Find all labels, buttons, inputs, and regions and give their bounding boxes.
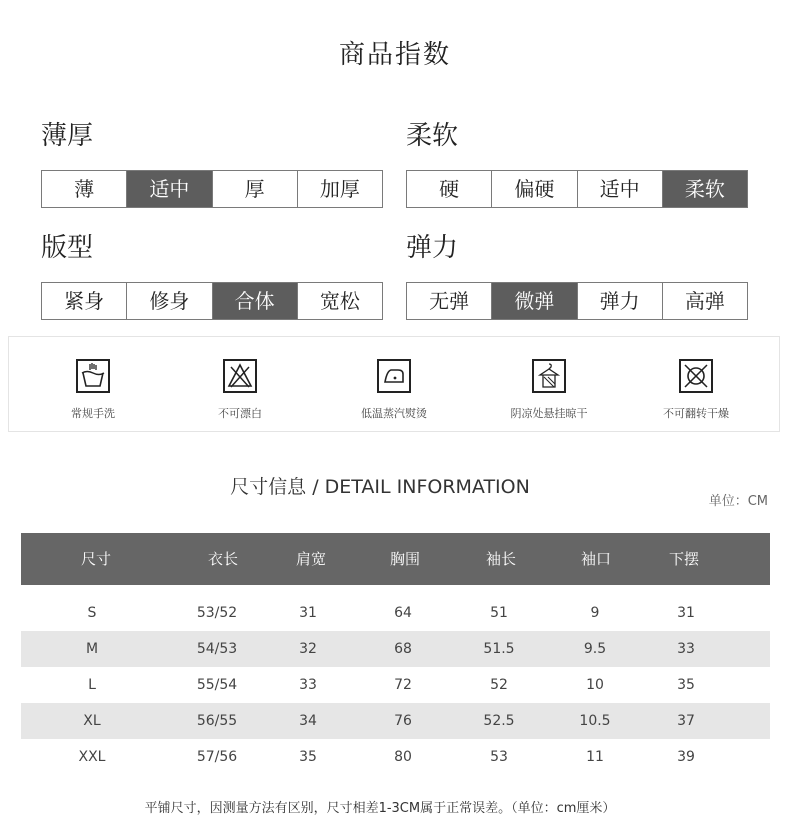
table-row bbox=[21, 667, 770, 703]
option: 无弹 bbox=[407, 283, 492, 319]
table-cell: 10 bbox=[586, 677, 604, 693]
option: 合体 bbox=[213, 283, 298, 319]
care-label: 常规手洗 bbox=[71, 407, 115, 420]
care-label: 不可翻转干燥 bbox=[663, 407, 729, 420]
index-group-name: 版型 bbox=[41, 233, 94, 263]
index-group-name: 弹力 bbox=[406, 233, 459, 263]
table-row bbox=[21, 703, 770, 739]
table-header bbox=[21, 533, 770, 585]
table-cell: 37 bbox=[677, 713, 695, 729]
table-cell: 35 bbox=[299, 749, 317, 765]
hang-dry-shade-icon bbox=[532, 359, 566, 393]
index-group-elasticity bbox=[406, 228, 748, 313]
column-header: 下摆 bbox=[668, 550, 699, 568]
table-cell: 9.5 bbox=[583, 641, 607, 657]
table-cell: 31 bbox=[299, 605, 317, 621]
table-cell: 64 bbox=[394, 605, 412, 621]
table-cell: 34 bbox=[299, 713, 317, 729]
table-cell: 10.5 bbox=[579, 713, 611, 729]
footnote: 平铺尺寸，因测量方法有区别，尺寸相差1-3CM属于正常误差。（单位：cm厘米） bbox=[144, 801, 616, 816]
table-cell: 53/52 bbox=[196, 605, 238, 621]
option: 微弹 bbox=[492, 283, 577, 319]
option: 厚 bbox=[213, 171, 298, 207]
low-iron-icon bbox=[377, 359, 411, 393]
table-cell: 55/54 bbox=[196, 677, 238, 693]
table-cell: XL bbox=[83, 713, 101, 729]
option: 适中 bbox=[127, 171, 212, 207]
unit-label: 单位：CM bbox=[708, 494, 768, 509]
option: 硬 bbox=[407, 171, 492, 207]
index-group-name: 柔软 bbox=[406, 121, 459, 151]
table-cell: M bbox=[85, 641, 99, 657]
table-cell: S bbox=[87, 605, 97, 621]
column-header: 尺寸 bbox=[80, 550, 111, 568]
table-cell: 32 bbox=[299, 641, 317, 657]
column-header: 肩宽 bbox=[295, 550, 326, 568]
option: 偏硬 bbox=[492, 171, 577, 207]
option-scale bbox=[406, 170, 748, 208]
no-bleach-icon bbox=[223, 359, 257, 393]
table-row bbox=[21, 595, 770, 631]
table-cell: 39 bbox=[677, 749, 695, 765]
option: 宽松 bbox=[319, 289, 360, 313]
table-cell: 72 bbox=[394, 677, 412, 693]
option: 高弹 bbox=[684, 289, 725, 313]
table-cell: 51.5 bbox=[483, 641, 515, 657]
table-cell: 80 bbox=[394, 749, 412, 765]
table-cell: 56/55 bbox=[196, 713, 238, 729]
table-cell: 35 bbox=[677, 677, 695, 693]
size-table bbox=[21, 533, 770, 775]
option: 薄 bbox=[42, 171, 127, 207]
table-cell: 53 bbox=[490, 749, 508, 765]
column-header: 衣长 bbox=[207, 550, 238, 568]
column-header: 袖长 bbox=[485, 550, 516, 568]
table-cell: 51 bbox=[490, 605, 508, 621]
table-cell: 11 bbox=[586, 749, 604, 765]
no-tumble-dry-icon bbox=[679, 359, 713, 393]
option-scale bbox=[41, 170, 383, 208]
table-body bbox=[21, 595, 770, 775]
index-group-softness bbox=[406, 116, 748, 201]
size-info-title: 尺寸信息 / DETAIL INFORMATION bbox=[230, 476, 530, 498]
option: 紧身 bbox=[42, 283, 127, 319]
table-row bbox=[21, 739, 770, 775]
index-group-thickness bbox=[41, 116, 383, 201]
hand-wash-icon bbox=[76, 359, 110, 393]
option: 柔软 bbox=[663, 171, 747, 207]
care-label: 阴凉处悬挂晾干 bbox=[510, 407, 588, 420]
option: 修身 bbox=[127, 283, 212, 319]
table-cell: 33 bbox=[677, 641, 695, 657]
page-title: 商品指数 bbox=[338, 40, 451, 70]
table-cell: 68 bbox=[394, 641, 412, 657]
table-cell: 52.5 bbox=[483, 713, 515, 729]
table-cell: 33 bbox=[299, 677, 317, 693]
option-scale bbox=[41, 282, 383, 320]
table-cell: 9 bbox=[590, 605, 600, 621]
option: 加厚 bbox=[319, 177, 360, 201]
table-cell: 31 bbox=[677, 605, 695, 621]
option: 适中 bbox=[578, 171, 663, 207]
table-cell: XXL bbox=[78, 749, 106, 765]
table-cell: L bbox=[88, 677, 96, 693]
table-row bbox=[21, 631, 770, 667]
table-cell: 52 bbox=[490, 677, 508, 693]
care-instructions bbox=[8, 336, 780, 432]
option-scale bbox=[406, 282, 748, 320]
index-group-fit bbox=[41, 228, 383, 313]
index-group-name: 薄厚 bbox=[41, 121, 94, 151]
table-cell: 54/53 bbox=[196, 641, 238, 657]
table-cell: 76 bbox=[394, 713, 412, 729]
option: 弹力 bbox=[578, 283, 663, 319]
column-header: 胸围 bbox=[389, 550, 420, 568]
care-label: 不可漂白 bbox=[218, 407, 262, 420]
column-header: 袖口 bbox=[580, 550, 611, 568]
table-cell: 57/56 bbox=[196, 749, 238, 765]
care-label: 低温蒸汽熨烫 bbox=[361, 407, 427, 420]
